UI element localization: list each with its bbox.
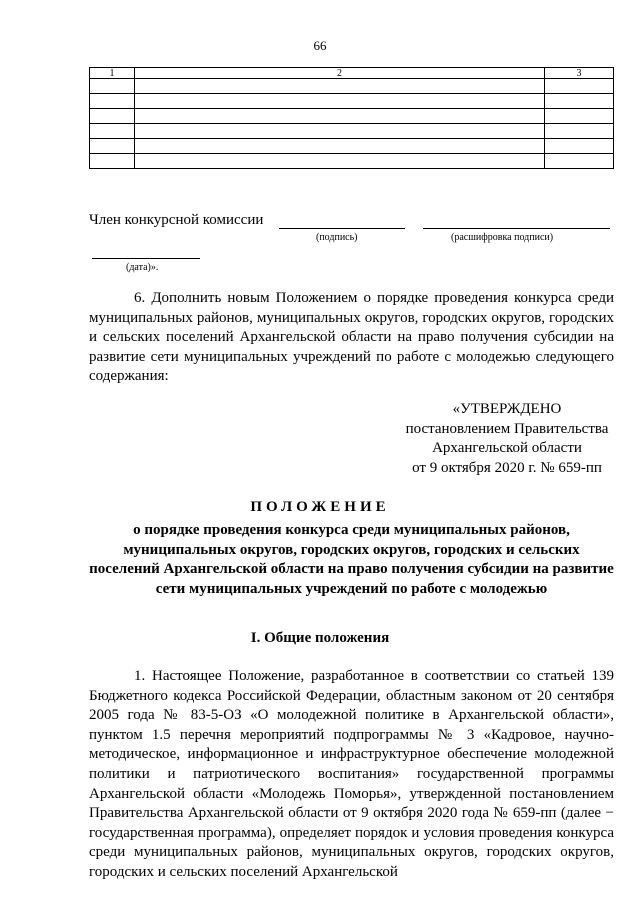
approval-block [400,400,614,478]
table-header-cell: 3 [545,68,614,79]
table-cell [545,109,614,124]
table-row [90,109,614,124]
section-paragraph [89,667,614,883]
table-cell [545,124,614,139]
signature-line [279,228,405,229]
table-cell [90,109,135,124]
approval-line: Архангельской области [432,440,582,457]
signature-caption: (подпись) [316,232,358,243]
table-header-cell: 2 [135,68,545,79]
table-cell [545,139,614,154]
page-number: 66 [313,38,327,53]
table-row [90,154,614,169]
table-row [90,139,614,154]
document-subtitle: о порядке проведения конкурса среди муниципальных районов, муниципальных округов, городских округов, городских и сельских поселений Архангельской области на право получения субсидии на развитие сети муниципальных учреждений по работе с молодежью [89,522,614,597]
document-title: ПОЛОЖЕНИЕ [250,499,390,515]
table-cell [90,139,135,154]
section-paragraph-text: Настоящее Положение, разработанное в соответствии со статьей 139 Бюджетного кодекса Российской Федерации, областным законом от 20 сентября 2005 года № 83-5-ОЗ «О молодежной политике в Архангельской области», пунктом 1.5 перечня мероприятий подпрограммы № 3 «Кадровое, научно-методическое, информационное и инфраструктурное обеспечение молодежной политики и патриотического воспитания» государственной программы Архангельской области «Молодежь Поморья», утвержденной постановлением Правительства Архангельской области от 9 октября 2020 года № 659-пп (далее − государственная программа), определяет порядок и условия проведения конкурса среди муниципальных районов, муниципальных округов, городских округов, городских и сельских поселений Архангельской [89,668,615,880]
intro-paragraph [89,289,614,387]
section-heading: I. Общие положения [250,630,390,646]
table-cell [135,94,545,109]
table-cell [135,154,545,169]
table-header-cell: 1 [90,68,135,79]
table-cell [135,79,545,94]
table-cell [135,139,545,154]
signature-label: Член конкурсной комиссии [89,212,264,228]
signature-decoding-line [423,228,610,229]
table-cell [90,94,135,109]
table-cell [545,94,614,109]
signature-decoding-caption: (расшифровка подписи) [451,232,554,243]
approval-line: от 9 октября 2020 г. № 659-пп [412,459,602,476]
table-cell [90,124,135,139]
table-header-row [90,68,614,79]
table-row [90,94,614,109]
section-paragraph-number: 1. [134,668,146,684]
table-cell [90,79,135,94]
form-table [89,67,614,169]
table-cell [545,79,614,94]
table-cell [90,154,135,169]
table-row [90,79,614,94]
date-line [92,258,200,259]
table-cell [135,109,545,124]
approval-line: «УТВЕРЖДЕНО [452,401,562,417]
table-cell [135,124,545,139]
date-caption: (дата)». [126,262,159,273]
table-row [90,124,614,139]
intro-number: 6. [134,290,146,306]
intro-text: Дополнить новым Положением о порядке проведения конкурса среди муниципальных районов, муниципальных округов, городских округов, городских и сельских поселений Архангельской области на право получения субсидии на развитие сети муниципальных учреждений по работе с молодежью следующего содержания: [89,290,615,385]
approval-line: постановлением Правительства [405,420,609,437]
table-cell [545,154,614,169]
